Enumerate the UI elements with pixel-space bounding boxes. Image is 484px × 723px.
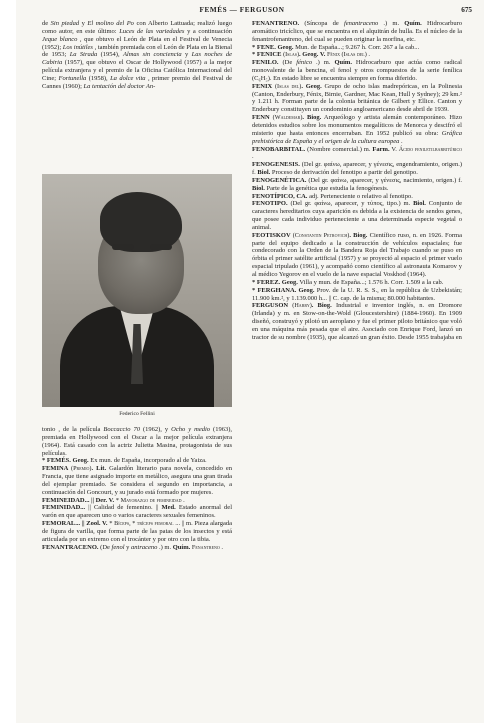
entry-headword: FENOGENESIS. (252, 161, 300, 169)
entry-text: . (399, 137, 403, 145)
entry-text: antraceno (131, 543, 158, 551)
entry-text: Conjunto de caracteres hereditarios cuya aparición es debida a la existencia de sendos genes, que posee cada individuo perteneciente a una determinada especie vegetal o animal. (252, 200, 462, 231)
dictionary-entry (42, 465, 232, 496)
entry-text: (De (278, 59, 297, 67)
entry-text: Mun. de España...; 9.267 h. Corr. 267 a la cab... (293, 43, 420, 51)
entry-text: El molino del Po (87, 20, 134, 27)
entry-text: y (124, 543, 132, 551)
entry-headword: FENOBARBITAL. (252, 145, 306, 153)
dictionary-entry (252, 161, 462, 177)
entry-text: . (219, 543, 224, 551)
entry-text: Los inútiles (62, 43, 93, 51)
entry-headword: . Biog. (302, 114, 322, 122)
entry-headword: Farm. (372, 145, 390, 153)
entry-text: Hidrocarburo que actúa como radical monovalente de la bencina, el fenol y otros compuestos de la serie fenílica (C₆H₅). En estado libre se encuentra siempre en forma diferido. (252, 59, 462, 82)
dictionary-entry (42, 544, 232, 552)
left-column-bottom (42, 426, 232, 552)
portrait-brow-right (150, 244, 172, 250)
entry-text: (Del gr. φαίνω, aparecer, y τύπος, tipo.) m. (287, 200, 414, 208)
dictionary-entry (252, 193, 462, 201)
entry-text: (1954), (97, 51, 123, 59)
dictionary-entry (252, 20, 462, 44)
entry-text: Proceso de derivación del fenotipo a partir del genotipo. (270, 169, 418, 177)
dictionary-entry (42, 457, 232, 465)
page-number: 675 (461, 6, 472, 14)
dictionary-entry (252, 232, 462, 279)
entry-headword: FEOTISKOV (252, 231, 293, 239)
entry-text: (1963), premiada en Hollywood con el Oscar a la mejor película extranjera (1964). Está casado con la actriz Julietta Masina, protagonista de sus películas. (42, 426, 232, 457)
entry-headword: FENANTRACENO. (42, 543, 99, 551)
entry-text: .) m. (312, 59, 335, 67)
dictionary-entry (252, 200, 462, 231)
entry-text: Almas sin conciencia (122, 51, 182, 59)
entry-text: Las noches de Cabiria (42, 51, 232, 67)
entry-text: (1962), y (139, 426, 172, 433)
dictionary-entry (252, 146, 462, 162)
entry-headword: Biol. (257, 169, 271, 177)
entry-text: Sin piedad (50, 20, 80, 27)
dictionary-entry (42, 504, 232, 520)
entry-text: fenol (111, 543, 125, 551)
entry-text: * (107, 520, 115, 528)
entry-text: Fénix (Islas del) (326, 51, 367, 59)
entry-headword: FENILO. (252, 59, 279, 67)
entry-headword: * FERGHANA. Geog. (252, 286, 315, 294)
entry-text: , que obtuvo el León de Plata en el Festival de Venecia (1952); (42, 35, 232, 51)
entry-headword: FENOTÍPICO, CA. (252, 192, 308, 200)
portrait-photo (42, 174, 232, 407)
dictionary-entry (252, 302, 462, 341)
entry-headword: * FENICE (252, 51, 284, 59)
entry-headword: FERGUSON (252, 302, 293, 310)
entry-text: Ex mun. de España, incorporado al de Yaiza. (88, 457, 207, 465)
dictionary-entry (42, 20, 232, 91)
entry-text: , también premiada con el León de Plata en la Bienal de 1953; (42, 43, 232, 59)
entry-text: fénico (296, 59, 313, 67)
entry-headword: Quím. (172, 543, 191, 551)
entry-text: , de la película (55, 426, 104, 433)
entry-headword: Quím. (334, 59, 352, 67)
entry-headword: . Geog. V. (299, 51, 326, 59)
entry-text: Fenantreno (191, 543, 220, 551)
photo-caption: Federico Fellini (119, 411, 155, 417)
portrait-hair (100, 192, 182, 252)
entry-text: (De (98, 543, 112, 551)
entry-text: (1958), (86, 74, 111, 82)
entry-headword: * FEREZ. Geog. (252, 278, 298, 286)
entry-text: Industrial e inventor inglés, n. en Dromore (Irlanda) y m. en Stow-on-the-Wold (Gloucestershire) (1884-1960). En 1909 diseñó, construyó y pilotó un aeroplano y fue el primer piloto británico que voló en una máquina más pesada que el aire. Asociado con Enrique Ford, lanzó un tractor de su nombre (1935), que alcanzó un gran éxito. Desde 1955 trabajaba en (252, 302, 462, 341)
dictionary-entry (252, 51, 462, 59)
entry-headword: Quím. (404, 20, 422, 27)
entry-text: . (366, 51, 371, 59)
dictionary-entry (252, 83, 462, 114)
entry-headword: FENOTIPO. (252, 200, 288, 208)
entry-text: .) m. (157, 543, 173, 551)
entry-text: adj. Perteneciente o relativo al fenotipo. (307, 192, 413, 200)
entry-text: Villa y mun. de España...; 1.576 h. Corr. 1.509 a la cab. (297, 278, 444, 286)
entry-text: (Harry) (292, 302, 312, 310)
entry-headword: . Biog. (349, 231, 368, 239)
dictionary-entry (42, 497, 232, 505)
entry-text: y a continuación (184, 27, 233, 35)
page-margin (0, 0, 16, 723)
entry-text: (Constantin Petrovich) (292, 231, 350, 239)
entry-headword: Biol. (413, 200, 426, 208)
dictionary-entry (252, 59, 462, 83)
entry-text: . (252, 153, 254, 161)
entry-text: de (42, 20, 51, 27)
dictionary-entry (252, 177, 462, 193)
entry-headword: FENIX (252, 82, 275, 90)
entry-text: (Premio) (71, 465, 92, 473)
entry-text: La dolce vita (110, 74, 146, 82)
entry-text: V. (389, 145, 399, 153)
entry-text: (Islas del) (274, 82, 302, 90)
entry-headword: . Geog. (301, 82, 322, 90)
entry-text: Arqueólogo y artista alemán contemporáneo. Hizo detenidos estudios sobre los monumentos megalíticos de Menorca y descifró el misterio que hasta entonces encerraban. En 1952 publicó su obra: (252, 114, 462, 137)
entry-text: tonio (42, 426, 56, 433)
entry-headword: Med. (161, 504, 176, 512)
left-column-top (42, 20, 232, 91)
entry-headword: FENN (252, 114, 273, 122)
entry-text: . (181, 496, 185, 504)
entry-text: Parte de la genética que estudia la fenogénesis. (264, 184, 389, 192)
entry-text: Bíceps, * tríceps femoral (114, 520, 174, 528)
dictionary-entry (252, 287, 462, 303)
entry-text: (Waldemar) (272, 114, 303, 122)
entry-text: * (114, 496, 121, 504)
entry-text: Grupo de ocho islas madrepóricas, en la Polinesia (Canton, Enderbury, Fénix, Birnie, Gardner, Mac Kean, Hull y Sydney); 29 km.² y 1.211 h. Forman parte de la colonia británica de Gilbert y Ellice. Canton y Enderbury constituyen un condominio angloamericano desde abril de 1939. (252, 82, 462, 114)
entry-headword: Biol. (252, 184, 265, 192)
entry-headword: . Lit. (91, 465, 107, 473)
running-head: FEMÉS — FERGUSON (199, 6, 285, 14)
entry-text: Mayorazgo de femineidad (120, 496, 182, 504)
entry-text: (Del gr. φαίνω, aparecer, y γένεσις, engendramiento, origen.) f. (252, 161, 462, 177)
entry-text: Prov. de la U. R. S. S., en la república de Uzbekistán; 11.900 km.², y 1.139.000 h... || C. cap. de la misma; 80.000 habitantes. (252, 286, 462, 302)
entry-text: Gráfica prehistórica de España y el origen de la cultura europea (252, 129, 462, 145)
entry-headword: FEMINEIDAD... || Der. V. (42, 496, 115, 504)
entry-text: .) m. (378, 20, 405, 27)
entry-text: fenantraceno (343, 20, 379, 27)
entry-text: , primer premio del Festival de Cannes (1960); (42, 74, 232, 90)
entry-text: y (79, 20, 88, 27)
entry-headword: * FENE. Geog. (252, 43, 294, 51)
entry-text: con Alberto Lattuada; realizó luego como autor, en este último: (42, 20, 233, 35)
entry-text: La tentación del doctor An- (83, 82, 156, 90)
entry-text: y (181, 51, 192, 59)
entry-headword: FENOGENÉTICA. (252, 176, 307, 184)
entry-text: Estado anormal del varón en que aparecen uno o varios caracteres sexuales femeninos. (42, 504, 232, 520)
entry-text: (1957), que obtuvo el Oscar de Hollywood (1957) a la mejor película extranjera y el premio de la Oficina Católica Internacional del Cine; (42, 59, 232, 82)
entry-headword: FEMINA (42, 465, 72, 473)
entry-text: Jeque blanco (42, 35, 78, 43)
entry-headword: * FEMÉS. Geog. (42, 457, 89, 465)
entry-headword: . Biog. (311, 302, 332, 310)
dictionary-entry (42, 426, 232, 457)
entry-headword: FEMORAL... || Zool. V. (42, 520, 108, 528)
entry-text: (Síncopa de (299, 20, 344, 27)
entry-text: || Calidad de femenino. || (85, 504, 162, 512)
dictionary-entry (42, 520, 232, 544)
entry-headword: FENANTRENO. (252, 20, 300, 27)
entry-text: (Islas) (283, 51, 300, 59)
entry-text: Boccaccio 70 (103, 426, 140, 433)
dictionary-entry (252, 44, 462, 52)
entry-text: La Strada (69, 51, 98, 59)
dictionary-entry (252, 279, 462, 287)
entry-text: (Del gr. φαίνω, aparecer, y γένεσις, nacimiento, origen.) f. (306, 176, 462, 184)
right-column (252, 20, 462, 342)
entry-headword: FEMINIDAD... (42, 504, 86, 512)
portrait-brow-left (112, 244, 134, 250)
entry-text: Galardón literario para novela, concedido en Francia, que tiene asignado importe en metálico, asegura una gran tirada del ejemplar premiado. Se considera el segundo en importancia, a continuación del Goncourt, y su jurado está formado por mujeres. (42, 465, 232, 496)
entry-text: (Nombre comercial.) m. (305, 145, 373, 153)
entry-text: Hidrocarburo aromático tricíclico, que se encuentra en el alquitrán de hulla. Es el núcleo de la fenantrofenantreno, del cual se pueden originar la morfina, etc. (252, 20, 462, 43)
entry-text: Luces de las variedades (119, 27, 185, 35)
entry-text: Científico ruso, n. en 1926. Forma parte del equipo dedicado a la construcción de vehículos espaciales; fue condecorado con la Orden de la Bandera Roja del Trabajo cuando se puso en órbita el primer satélite artificial (1957) y se proyectó al espacio el primer vuelo espacial tripulado (1961), y acompañó como científico al astronauta Komarov y al médico Yegorov en el vuelo de la nave espacial Voskhod (1964). (252, 231, 462, 278)
entry-text: Ocho y medio (171, 426, 211, 433)
entry-text: Fortunella (58, 74, 87, 82)
entry-text: ... || m. Pieza alargada de figura de varilla, que forma parte de las patas de los insectos y está articulada por un extremo con el trocánter y por otro con la tibia. (42, 520, 232, 543)
entry-text: Ácido feniletilbarbitúrico (398, 145, 462, 153)
page-header (0, 6, 484, 18)
dictionary-entry (252, 114, 462, 145)
